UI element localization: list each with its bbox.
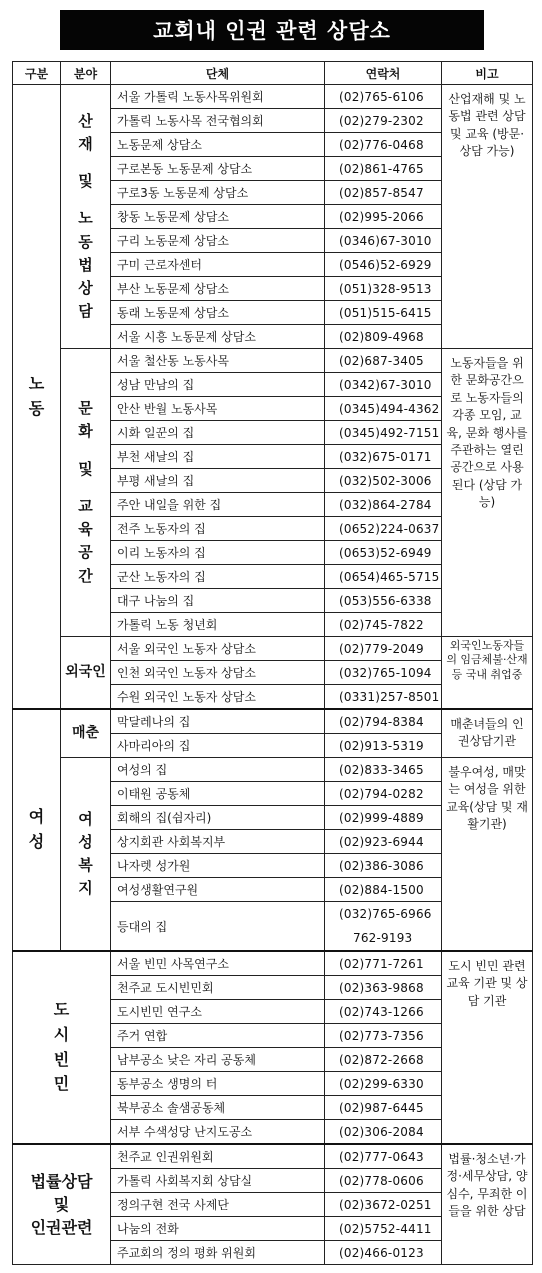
phone-number: (02)765-6106 xyxy=(339,89,424,104)
phone-number: (02)857-8547 xyxy=(339,185,424,200)
phone-number: (02)987-6445 xyxy=(339,1100,424,1115)
phone-number: (02)773-7356 xyxy=(339,1028,424,1043)
note-welfare: 불우여성, 매맞는 여성을 위한 교육(상담 및 재활기관) xyxy=(442,758,533,952)
phone-number: (02)809-4968 xyxy=(339,329,424,344)
contact-phone xyxy=(325,854,442,878)
organization-name: 사마리아의 집 xyxy=(111,734,325,758)
phone-number: (02)299-6330 xyxy=(339,1076,424,1091)
phone-number: (0346)67-3010 xyxy=(339,233,432,248)
field-welfare xyxy=(61,758,111,952)
phone-number: (02)771-7261 xyxy=(339,956,424,971)
phone-number: (02)3672-0251 xyxy=(339,1197,432,1212)
phone-number: (02)777-0643 xyxy=(339,1149,424,1164)
phone-number: (02)999-4889 xyxy=(339,810,424,825)
phone-number: (02)884-1500 xyxy=(339,882,424,897)
phone-number: (051)328-9513 xyxy=(339,281,432,296)
organization-name: 동부공소 생명의 터 xyxy=(111,1072,325,1096)
phone-number: (02)363-9868 xyxy=(339,980,424,995)
category-label-line: 법률상담 xyxy=(30,1171,93,1191)
organization-name: 남부공소 낮은 자리 공동체 xyxy=(111,1048,325,1072)
phone-number: (0331)257-8501 xyxy=(339,689,440,704)
organization-name: 천주교 인권위원회 xyxy=(111,1144,325,1169)
phone-number: (051)515-6415 xyxy=(339,305,432,320)
organization-name: 성남 만남의 집 xyxy=(111,373,325,397)
table-header-row xyxy=(13,62,533,85)
vertical-label-char: 노 xyxy=(78,209,93,228)
vertical-label-char: 육 xyxy=(78,520,93,539)
label-gap xyxy=(61,481,110,495)
organization-name: 주거 연합 xyxy=(111,1024,325,1048)
field-industrial xyxy=(61,85,111,349)
contact-phone xyxy=(325,709,442,734)
contact-phone xyxy=(325,685,442,710)
contact-phone xyxy=(325,1144,442,1169)
contact-phone xyxy=(325,1193,442,1217)
contact-phone xyxy=(325,565,442,589)
phone-number: (0654)465-5715 xyxy=(339,569,440,584)
organization-name: 서부 수색성당 난지도공소 xyxy=(111,1120,325,1145)
table-row xyxy=(13,85,533,109)
organization-name: 이리 노동자의 집 xyxy=(111,541,325,565)
phone-number: (02)778-0606 xyxy=(339,1173,424,1188)
phone-number: (02)279-2302 xyxy=(339,113,424,128)
contact-phone xyxy=(325,109,442,133)
vertical-label-char: 및 xyxy=(78,459,93,478)
contact-phone xyxy=(325,1000,442,1024)
phone-number: (0546)52-6929 xyxy=(339,257,432,272)
header-contact: 연락처 xyxy=(325,62,442,85)
contact-phone xyxy=(325,734,442,758)
phone-number: (02)861-4765 xyxy=(339,161,424,176)
note-legal: 법률·청소년·가정·세무상담, 양심수, 무죄한 이들을 위한 상담 xyxy=(442,1144,533,1265)
phone-number: (02)687-3405 xyxy=(339,353,424,368)
contact-phone xyxy=(325,1072,442,1096)
vertical-label-char: 간 xyxy=(78,566,93,585)
organization-name: 구미 근로자센터 xyxy=(111,253,325,277)
contact-phone xyxy=(325,806,442,830)
note-urban: 도시 빈민 관련 교육 기관 및 상담 기관 xyxy=(442,951,533,1144)
contact-phone xyxy=(325,397,442,421)
phone-number: (032)502-3006 xyxy=(339,473,432,488)
phone-number: (02)913-5319 xyxy=(339,738,424,753)
vertical-label-char: 재 xyxy=(78,134,93,153)
contact-phone xyxy=(325,277,442,301)
organization-name: 구로본동 노동문제 상담소 xyxy=(111,157,325,181)
phone-number: (0342)67-3010 xyxy=(339,377,432,392)
category-label-line: 및 xyxy=(53,1194,70,1214)
organization-name: 부평 새날의 집 xyxy=(111,469,325,493)
contact-phone xyxy=(325,253,442,277)
field-culture xyxy=(61,349,111,637)
phone-number: (032)864-2784 xyxy=(339,497,432,512)
contact-phone xyxy=(325,469,442,493)
vertical-label-char: 성 xyxy=(78,832,93,851)
contact-phone xyxy=(325,637,442,661)
organization-name: 전주 노동자의 집 xyxy=(111,517,325,541)
vertical-label-char: 화 xyxy=(78,422,93,441)
vertical-label-char: 법 xyxy=(78,255,93,274)
contact-phone xyxy=(325,830,442,854)
page-title: 교회내 인권 관련 상담소 xyxy=(60,10,484,50)
organization-name: 창동 노동문제 상담소 xyxy=(111,205,325,229)
organization-name: 대구 나눔의 집 xyxy=(111,589,325,613)
contact-phone xyxy=(325,758,442,782)
contact-phone xyxy=(325,1096,442,1120)
organization-name: 구리 노동문제 상담소 xyxy=(111,229,325,253)
vertical-label-char: 산 xyxy=(78,111,93,130)
organization-name: 안산 반월 노동사목 xyxy=(111,397,325,421)
contact-phone xyxy=(325,782,442,806)
contact-phone xyxy=(325,445,442,469)
contact-phone xyxy=(325,1241,442,1265)
table-row xyxy=(13,349,533,373)
organization-name: 막달레나의 집 xyxy=(111,709,325,734)
contact-phone xyxy=(325,373,442,397)
organization-name: 가톨릭 노동 청년회 xyxy=(111,613,325,637)
phone-number: (032)765-1094 xyxy=(339,665,432,680)
contact-phone xyxy=(325,133,442,157)
organization-name: 노동문제 상담소 xyxy=(111,133,325,157)
phone-number: (02)745-7822 xyxy=(339,617,424,632)
header-organization: 단체 xyxy=(111,62,325,85)
table-row xyxy=(13,1144,533,1169)
contact-phone xyxy=(325,181,442,205)
contact-phone xyxy=(325,661,442,685)
organization-name: 구로3동 노동문제 상담소 xyxy=(111,181,325,205)
phone-number: (02)794-0282 xyxy=(339,786,424,801)
table-row xyxy=(13,709,533,734)
phone-number: (032)765-6966 xyxy=(339,907,432,921)
organization-name: 나눔의 전화 xyxy=(111,1217,325,1241)
category-label-line: 빈 xyxy=(53,1049,70,1069)
vertical-label-char: 문 xyxy=(78,399,93,418)
organization-name: 나자렛 성가원 xyxy=(111,854,325,878)
organization-name: 가톨릭 노동사목 전국협의회 xyxy=(111,109,325,133)
organization-name: 시화 일꾼의 집 xyxy=(111,421,325,445)
contact-phone xyxy=(325,1120,442,1145)
contact-phone xyxy=(325,85,442,109)
contact-phone xyxy=(325,349,442,373)
contact-phone xyxy=(325,1024,442,1048)
table-row xyxy=(13,637,533,661)
phone-number-secondary: 762-9193 xyxy=(353,931,413,945)
organization-name: 회해의 집(쉼자리) xyxy=(111,806,325,830)
phone-number: (02)306-2084 xyxy=(339,1124,424,1139)
organization-name: 상지회관 사회복지부 xyxy=(111,830,325,854)
contact-phone xyxy=(325,1048,442,1072)
phone-number: (02)794-8384 xyxy=(339,714,424,729)
note-prostitution: 매춘녀들의 인권상담기관 xyxy=(442,709,533,758)
contact-phone xyxy=(325,325,442,349)
organization-name: 동래 노동문제 상담소 xyxy=(111,301,325,325)
table-body xyxy=(13,85,533,1265)
phone-number: (02)995-2066 xyxy=(339,209,424,224)
phone-number: (02)872-2668 xyxy=(339,1052,424,1067)
category-labor xyxy=(13,85,61,710)
phone-number: (02)923-6944 xyxy=(339,834,424,849)
contact-phone xyxy=(325,493,442,517)
contact-phone xyxy=(325,1169,442,1193)
category-urban xyxy=(13,951,111,1144)
phone-number: (0345)492-7151 xyxy=(339,425,440,440)
vertical-label-char: 동 xyxy=(78,232,93,251)
contact-phone xyxy=(325,976,442,1000)
header-note: 비고 xyxy=(442,62,533,85)
organization-name: 정의구현 전국 사제단 xyxy=(111,1193,325,1217)
organization-name: 주안 내일을 위한 집 xyxy=(111,493,325,517)
contact-phone xyxy=(325,902,442,952)
contact-phone xyxy=(325,229,442,253)
header-category: 구분 xyxy=(13,62,61,85)
organization-name: 서울 철산동 노동사목 xyxy=(111,349,325,373)
category-legal xyxy=(13,1144,111,1265)
contact-phone xyxy=(325,205,442,229)
contact-phone xyxy=(325,421,442,445)
organization-name: 인천 외국인 노동자 상담소 xyxy=(111,661,325,685)
vertical-label-char: 및 xyxy=(78,172,93,190)
phone-number: (02)833-3465 xyxy=(339,762,424,777)
vertical-label-char: 여 xyxy=(78,809,93,828)
label-gap xyxy=(61,444,110,458)
note-industrial: 산업재해 및 노동법 관련 상담 및 교육 (방문·상담 가능) xyxy=(442,85,533,349)
phone-number: (02)5752-4411 xyxy=(339,1221,432,1236)
phone-number: (0653)52-6949 xyxy=(339,545,432,560)
organization-name: 서울 시흥 노동문제 상담소 xyxy=(111,325,325,349)
table-row xyxy=(13,951,533,976)
organization-name: 군산 노동자의 집 xyxy=(111,565,325,589)
vertical-label-char: 담 xyxy=(78,302,93,321)
phone-number: (02)466-0123 xyxy=(339,1245,424,1260)
note-culture: 노동자들을 위한 문화공간으로 노동자들의 각종 모임, 교육, 문화 행사를 주관하는 열린 공간으로 사용된다 (상담 가능) xyxy=(442,349,533,637)
phone-number: (02)779-2049 xyxy=(339,641,424,656)
phone-number: (032)675-0171 xyxy=(339,449,432,464)
category-label: 여성 xyxy=(28,807,45,851)
vertical-label-char: 교 xyxy=(78,496,93,515)
organization-name: 도시빈민 연구소 xyxy=(111,1000,325,1024)
vertical-label-char: 공 xyxy=(78,543,93,562)
organization-name: 수원 외국인 노동자 상담소 xyxy=(111,685,325,710)
header-field: 분야 xyxy=(61,62,111,85)
phone-number: (02)743-1266 xyxy=(339,1004,424,1019)
organization-name: 천주교 도시빈민회 xyxy=(111,976,325,1000)
vertical-label-char: 상 xyxy=(78,279,93,297)
contact-phone xyxy=(325,878,442,902)
vertical-label-char: 복 xyxy=(78,856,93,874)
table-row xyxy=(13,758,533,782)
label-gap xyxy=(61,193,110,207)
phone-number: (02)386-3086 xyxy=(339,858,424,873)
organization-name: 여성생활연구원 xyxy=(111,878,325,902)
contact-phone xyxy=(325,1217,442,1241)
organization-name: 서울 가톨릭 노동사목위원회 xyxy=(111,85,325,109)
category-women xyxy=(13,709,61,951)
category-label: 노동 xyxy=(28,373,45,418)
organization-name: 등대의 집 xyxy=(111,902,325,952)
contact-phone xyxy=(325,541,442,565)
contact-phone xyxy=(325,589,442,613)
phone-number: (0652)224-0637 xyxy=(339,521,440,536)
organization-name: 여성의 집 xyxy=(111,758,325,782)
organization-name: 서울 빈민 사목연구소 xyxy=(111,951,325,976)
label-gap xyxy=(61,156,110,170)
category-label-line: 민 xyxy=(53,1074,70,1094)
phone-number: (02)776-0468 xyxy=(339,137,424,152)
category-label-line: 시 xyxy=(53,1024,70,1044)
category-label-line: 인권관련 xyxy=(30,1218,93,1238)
field-prostitution: 매춘 xyxy=(61,709,111,758)
contact-phone xyxy=(325,517,442,541)
vertical-label-char: 지 xyxy=(78,879,93,898)
note-foreign: 외국인노동자들의 임금체불·산재등 국내 취업중 xyxy=(442,637,533,710)
contact-phone xyxy=(325,951,442,976)
organization-name: 부천 새날의 집 xyxy=(111,445,325,469)
contact-phone xyxy=(325,157,442,181)
field-foreign: 외국인 xyxy=(61,637,111,710)
organization-name: 북부공소 솔샘공동체 xyxy=(111,1096,325,1120)
phone-number: (053)556-6338 xyxy=(339,593,432,608)
category-label-line: 도 xyxy=(53,999,70,1019)
phone-number: (0345)494-4362 xyxy=(339,401,440,416)
organization-name: 가톨릭 사회복지회 상담실 xyxy=(111,1169,325,1193)
counseling-table xyxy=(12,61,533,1265)
organization-name: 주교회의 정의 평화 위원회 xyxy=(111,1241,325,1265)
contact-phone xyxy=(325,613,442,637)
organization-name: 서울 외국인 노동자 상담소 xyxy=(111,637,325,661)
organization-name: 부산 노동문제 상담소 xyxy=(111,277,325,301)
organization-name: 이태원 공동체 xyxy=(111,782,325,806)
contact-phone xyxy=(325,301,442,325)
